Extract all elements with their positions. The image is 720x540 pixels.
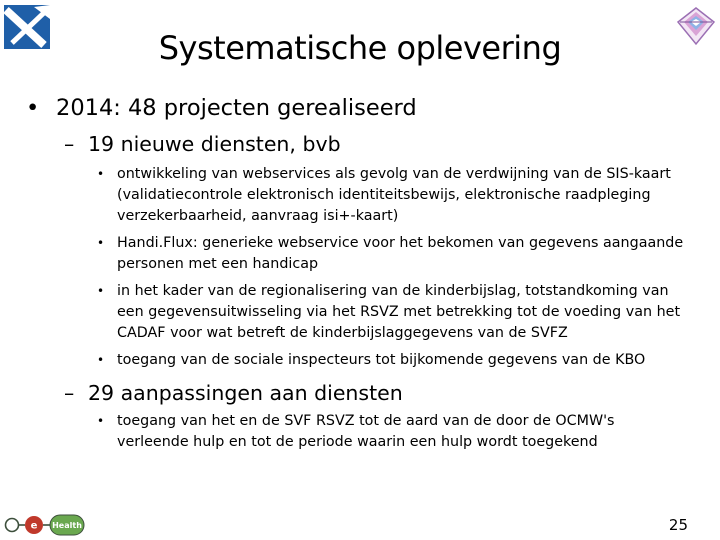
list-item-text: in het kader van de regionalisering van de kinderbijslag, totstandkoming van een gegevensuitwisseling via het RSVZ met betrekking tot de voeding van het CADAF voor wat betreft de kinderbijslaggegevens van de SVFZ	[117, 283, 681, 341]
list-item	[97, 164, 687, 227]
list-item	[97, 233, 687, 275]
svg-text:e: e	[30, 520, 38, 532]
list-item-text: Handi.Flux: generieke webservice voor het bekomen van gegevens aangaande personen met een handicap	[117, 235, 684, 272]
bullet-icon: •	[97, 353, 105, 367]
page-number: 25	[668, 516, 688, 534]
list-item	[97, 281, 687, 344]
group-heading-text: 29 aanpassingen aan diensten	[88, 381, 403, 405]
dash-icon: –	[64, 381, 75, 405]
ehealth-logo	[2, 513, 86, 537]
list-item-text: toegang van het en de SVF RSVZ tot de aard van de door de OCMW's verleende hulp en tot de periode waarin een hulp wordt toegekend	[117, 413, 615, 450]
list-item-text: ontwikkeling van webservices als gevolg van de verdwijning van de SIS-kaart (validatiecontrole elektronisch identiteitsbewijs, elektronische raadpleging verzekerbaarheid, aanvraag isi+-kaart)	[117, 166, 671, 224]
bullet-icon: •	[97, 284, 105, 298]
bullet-icon: •	[26, 95, 40, 121]
slide-title: Systematische oplevering	[158, 29, 562, 67]
bullet-icon: •	[97, 414, 105, 428]
dash-icon: –	[64, 132, 75, 156]
group-heading-text: 19 nieuwe diensten, bvb	[88, 132, 341, 156]
level1-text: 2014: 48 projecten gerealiseerd	[56, 95, 417, 121]
list-item	[97, 411, 687, 453]
svg-text:Health: Health	[52, 521, 82, 530]
list-item	[97, 350, 687, 371]
bullet-icon: •	[97, 167, 105, 181]
bullet-icon: •	[97, 236, 105, 250]
list-item-text: toegang van de sociale inspecteurs tot bijkomende gegevens van de KBO	[117, 352, 646, 368]
